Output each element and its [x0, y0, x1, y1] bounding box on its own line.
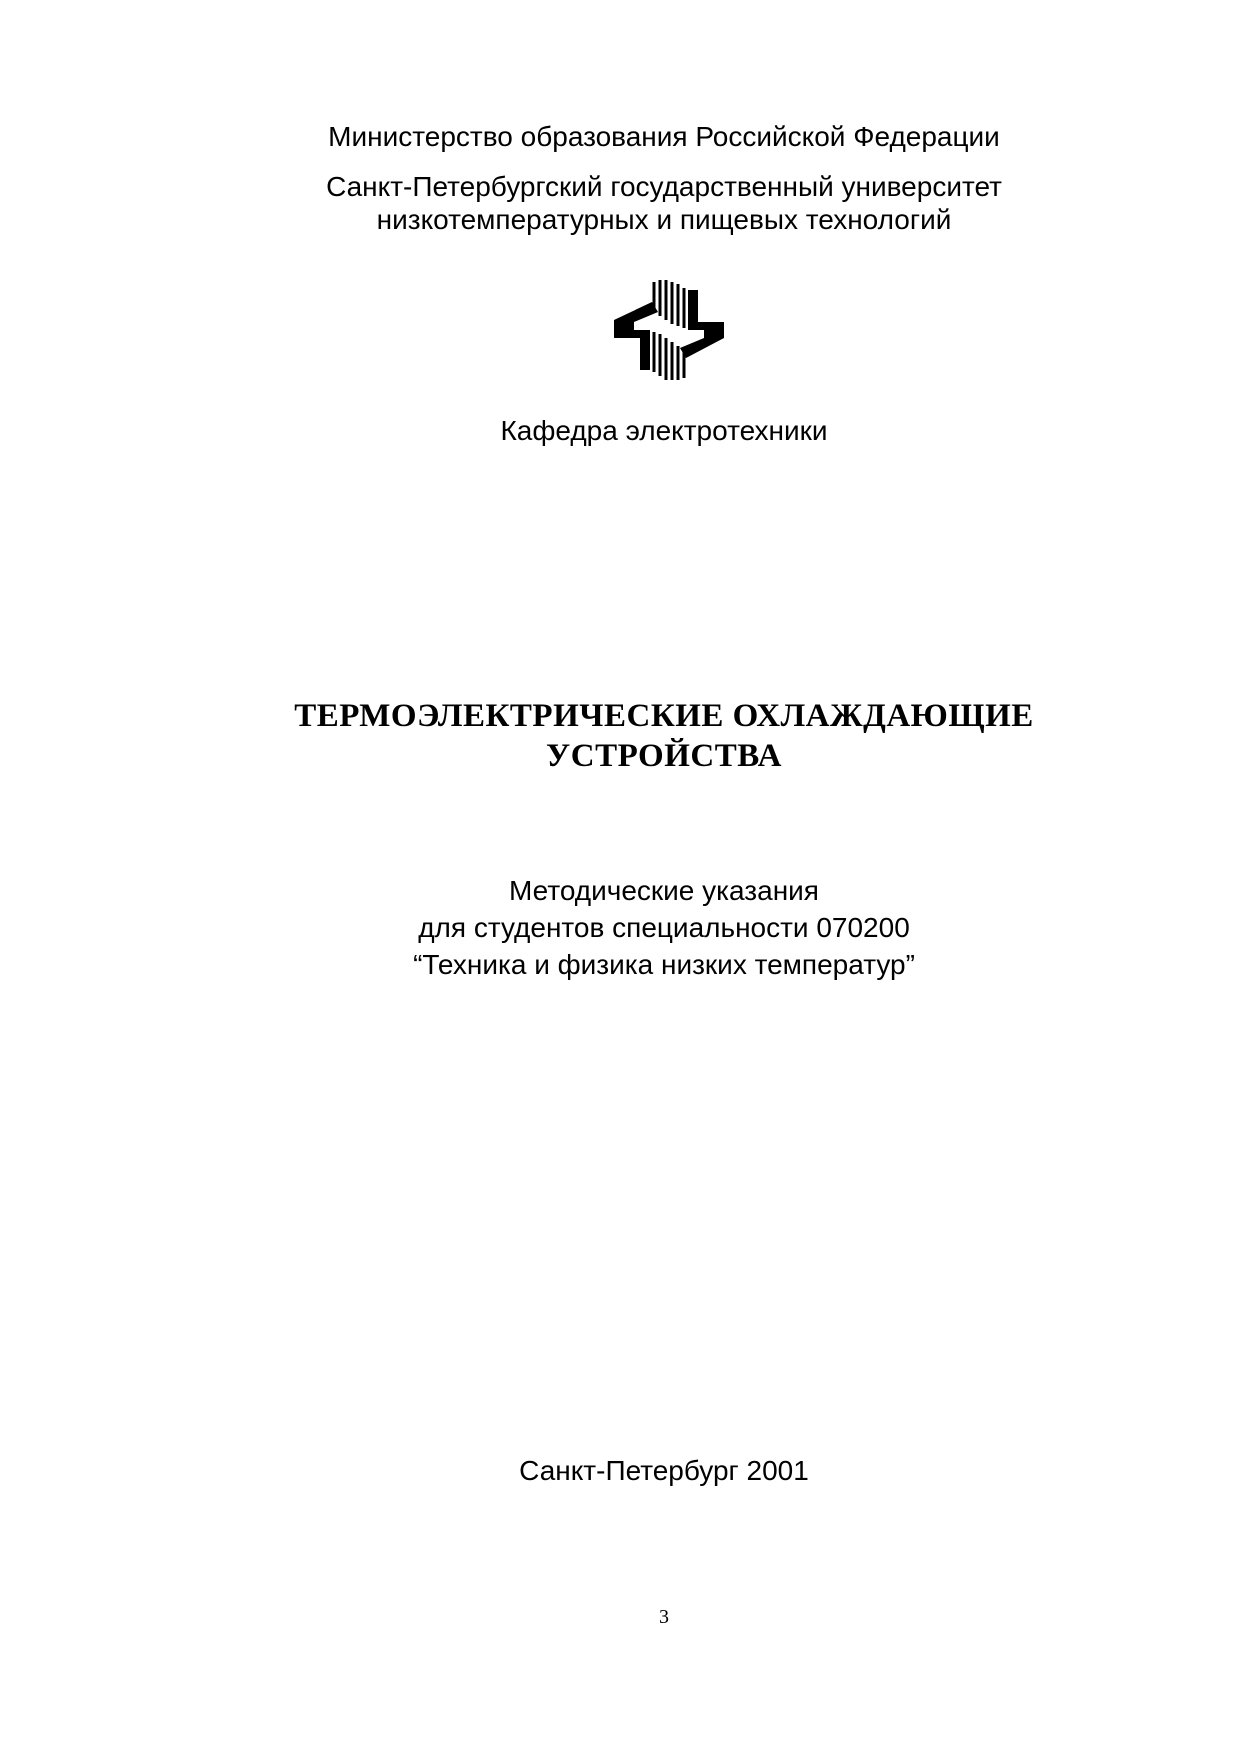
- university-line-1: Санкт-Петербургский государственный университет: [326, 171, 1002, 202]
- page-number: 3: [659, 1606, 669, 1628]
- department-name: Кафедра электротехники: [500, 415, 828, 446]
- place-and-year: Санкт-Петербург 2001: [519, 1455, 809, 1486]
- university-line-2: низкотемпературных и пищевых технологий: [376, 204, 952, 235]
- university-emblem-icon: [614, 280, 724, 380]
- subtitle-line-3: “Техника и физика низких температур”: [413, 949, 915, 980]
- subtitle-line-1: Методические указания: [509, 875, 819, 906]
- subtitle-line-2: для студентов специальности 070200: [418, 912, 910, 943]
- document-title-line-2: УСТРОЙСТВА: [546, 738, 782, 774]
- document-title-line-1: ТЕРМОЭЛЕКТРИЧЕСКИЕ ОХЛАЖДАЮЩИЕ: [294, 698, 1034, 734]
- ministry-line: Министерство образования Российской Федерации: [328, 121, 1000, 152]
